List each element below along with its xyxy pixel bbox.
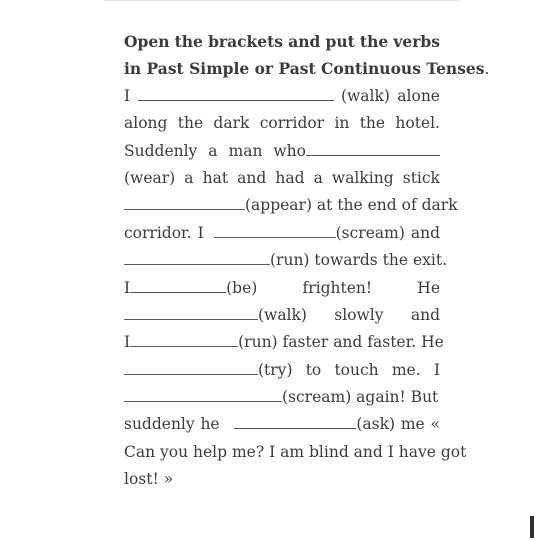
word: a: [208, 141, 218, 160]
word: frighten!: [302, 278, 373, 297]
word-with-blank: [200, 411, 395, 438]
word: and: [410, 305, 440, 324]
exercise-line: [124, 384, 440, 411]
instruction-word: Open: [124, 32, 170, 51]
scroll-indicator[interactable]: [530, 516, 534, 538]
exercise-line: [124, 138, 440, 165]
answer-blank-8[interactable]: [130, 329, 238, 347]
word: corridor: [259, 114, 325, 133]
word-with-blank: [124, 302, 307, 329]
word: me.: [391, 360, 421, 379]
instruction-period: .: [484, 60, 490, 79]
word: stick: [402, 168, 440, 187]
exercise-line: [124, 329, 444, 356]
instruction-word: put: [325, 32, 355, 51]
exercise-line: [124, 466, 440, 493]
verb-hint: (wear): [124, 168, 176, 187]
top-divider: [104, 0, 459, 1]
word: hat: [202, 168, 229, 187]
word: in: [334, 114, 350, 133]
exercise-line: [124, 83, 440, 110]
word: the: [359, 114, 386, 133]
exercise-line: [124, 302, 440, 329]
verb-hint: (try): [258, 360, 293, 379]
word: I: [124, 86, 131, 105]
answer-blank-3[interactable]: [124, 192, 245, 210]
word: along: [124, 114, 168, 133]
answer-blank-5[interactable]: [124, 247, 270, 265]
word: I: [124, 278, 131, 297]
word-with-blank: [124, 275, 257, 302]
word: and: [237, 168, 267, 187]
instruction-word: and: [288, 32, 321, 51]
instruction-line-2: [124, 55, 490, 82]
word: I: [433, 360, 440, 379]
word: walking: [331, 168, 394, 187]
sentence-fragment: (appear) at the end of dark: [245, 196, 458, 215]
exercise-line: [124, 110, 440, 137]
word: touch: [334, 360, 379, 379]
word-with-blank: [124, 357, 293, 384]
sentence-fragment: lost! »: [124, 470, 174, 489]
word: to: [305, 360, 322, 379]
answer-blank-6[interactable]: [130, 275, 226, 293]
word: I: [197, 223, 204, 242]
exercise-text: [124, 28, 490, 494]
word: and: [410, 223, 440, 242]
answer-blank-9[interactable]: [124, 357, 258, 375]
exercise-line: [124, 247, 448, 274]
word: a: [184, 168, 194, 187]
word: a: [313, 168, 323, 187]
word: suddenly: [124, 415, 195, 434]
exercise-line: [124, 357, 440, 384]
exercise-line: [124, 220, 440, 247]
word: hotel.: [395, 114, 440, 133]
instruction-tenses: in Past Simple or Past Continuous Tenses: [124, 59, 485, 79]
answer-blank-10[interactable]: [124, 384, 282, 402]
answer-blank-4[interactable]: [214, 220, 336, 238]
word: I: [124, 333, 131, 352]
word-with-blank: [198, 220, 405, 247]
answer-blank-11[interactable]: [234, 411, 356, 429]
word: dark: [213, 114, 250, 133]
instruction-line-1: [124, 28, 440, 55]
answer-blank-7[interactable]: [124, 302, 258, 320]
exercise-line: [124, 275, 440, 302]
verb-hint: (walk): [340, 86, 390, 105]
sentence-fragment: (run) towards the exit.: [270, 251, 448, 270]
answer-blank-2[interactable]: [306, 138, 440, 156]
verb-hint: (scream): [335, 223, 405, 242]
word: alone: [397, 86, 440, 105]
word: who: [273, 141, 306, 160]
sentence-fragment: (scream) again! But: [282, 388, 439, 407]
word: he: [200, 415, 220, 434]
quote-mark: «: [430, 415, 440, 434]
instruction-word: verbs: [393, 32, 440, 51]
word: had: [275, 168, 305, 187]
sentence-fragment: (run) faster and faster. He: [238, 333, 444, 352]
exercise-line: [124, 192, 458, 219]
word: the: [177, 114, 204, 133]
verb-hint: (walk): [258, 305, 307, 324]
exercise-line: [124, 165, 440, 192]
instruction-word: the: [359, 32, 389, 51]
word-with-blank: [273, 138, 440, 165]
word: me: [400, 415, 425, 434]
word: He: [417, 278, 440, 297]
exercise-line: [124, 439, 467, 466]
word: slowly: [334, 305, 384, 324]
word: corridor.: [124, 223, 192, 242]
verb-hint: (ask): [356, 415, 396, 434]
sentence-fragment: Can you help me? I am blind and I have got: [124, 442, 467, 461]
instruction-word: brackets: [208, 32, 284, 51]
exercise-line: [124, 411, 440, 438]
instruction-word: the: [174, 32, 203, 51]
word: Suddenly: [124, 141, 198, 160]
word: man: [228, 141, 263, 160]
verb-hint: (be): [226, 278, 258, 297]
answer-blank-1[interactable]: [138, 83, 334, 101]
